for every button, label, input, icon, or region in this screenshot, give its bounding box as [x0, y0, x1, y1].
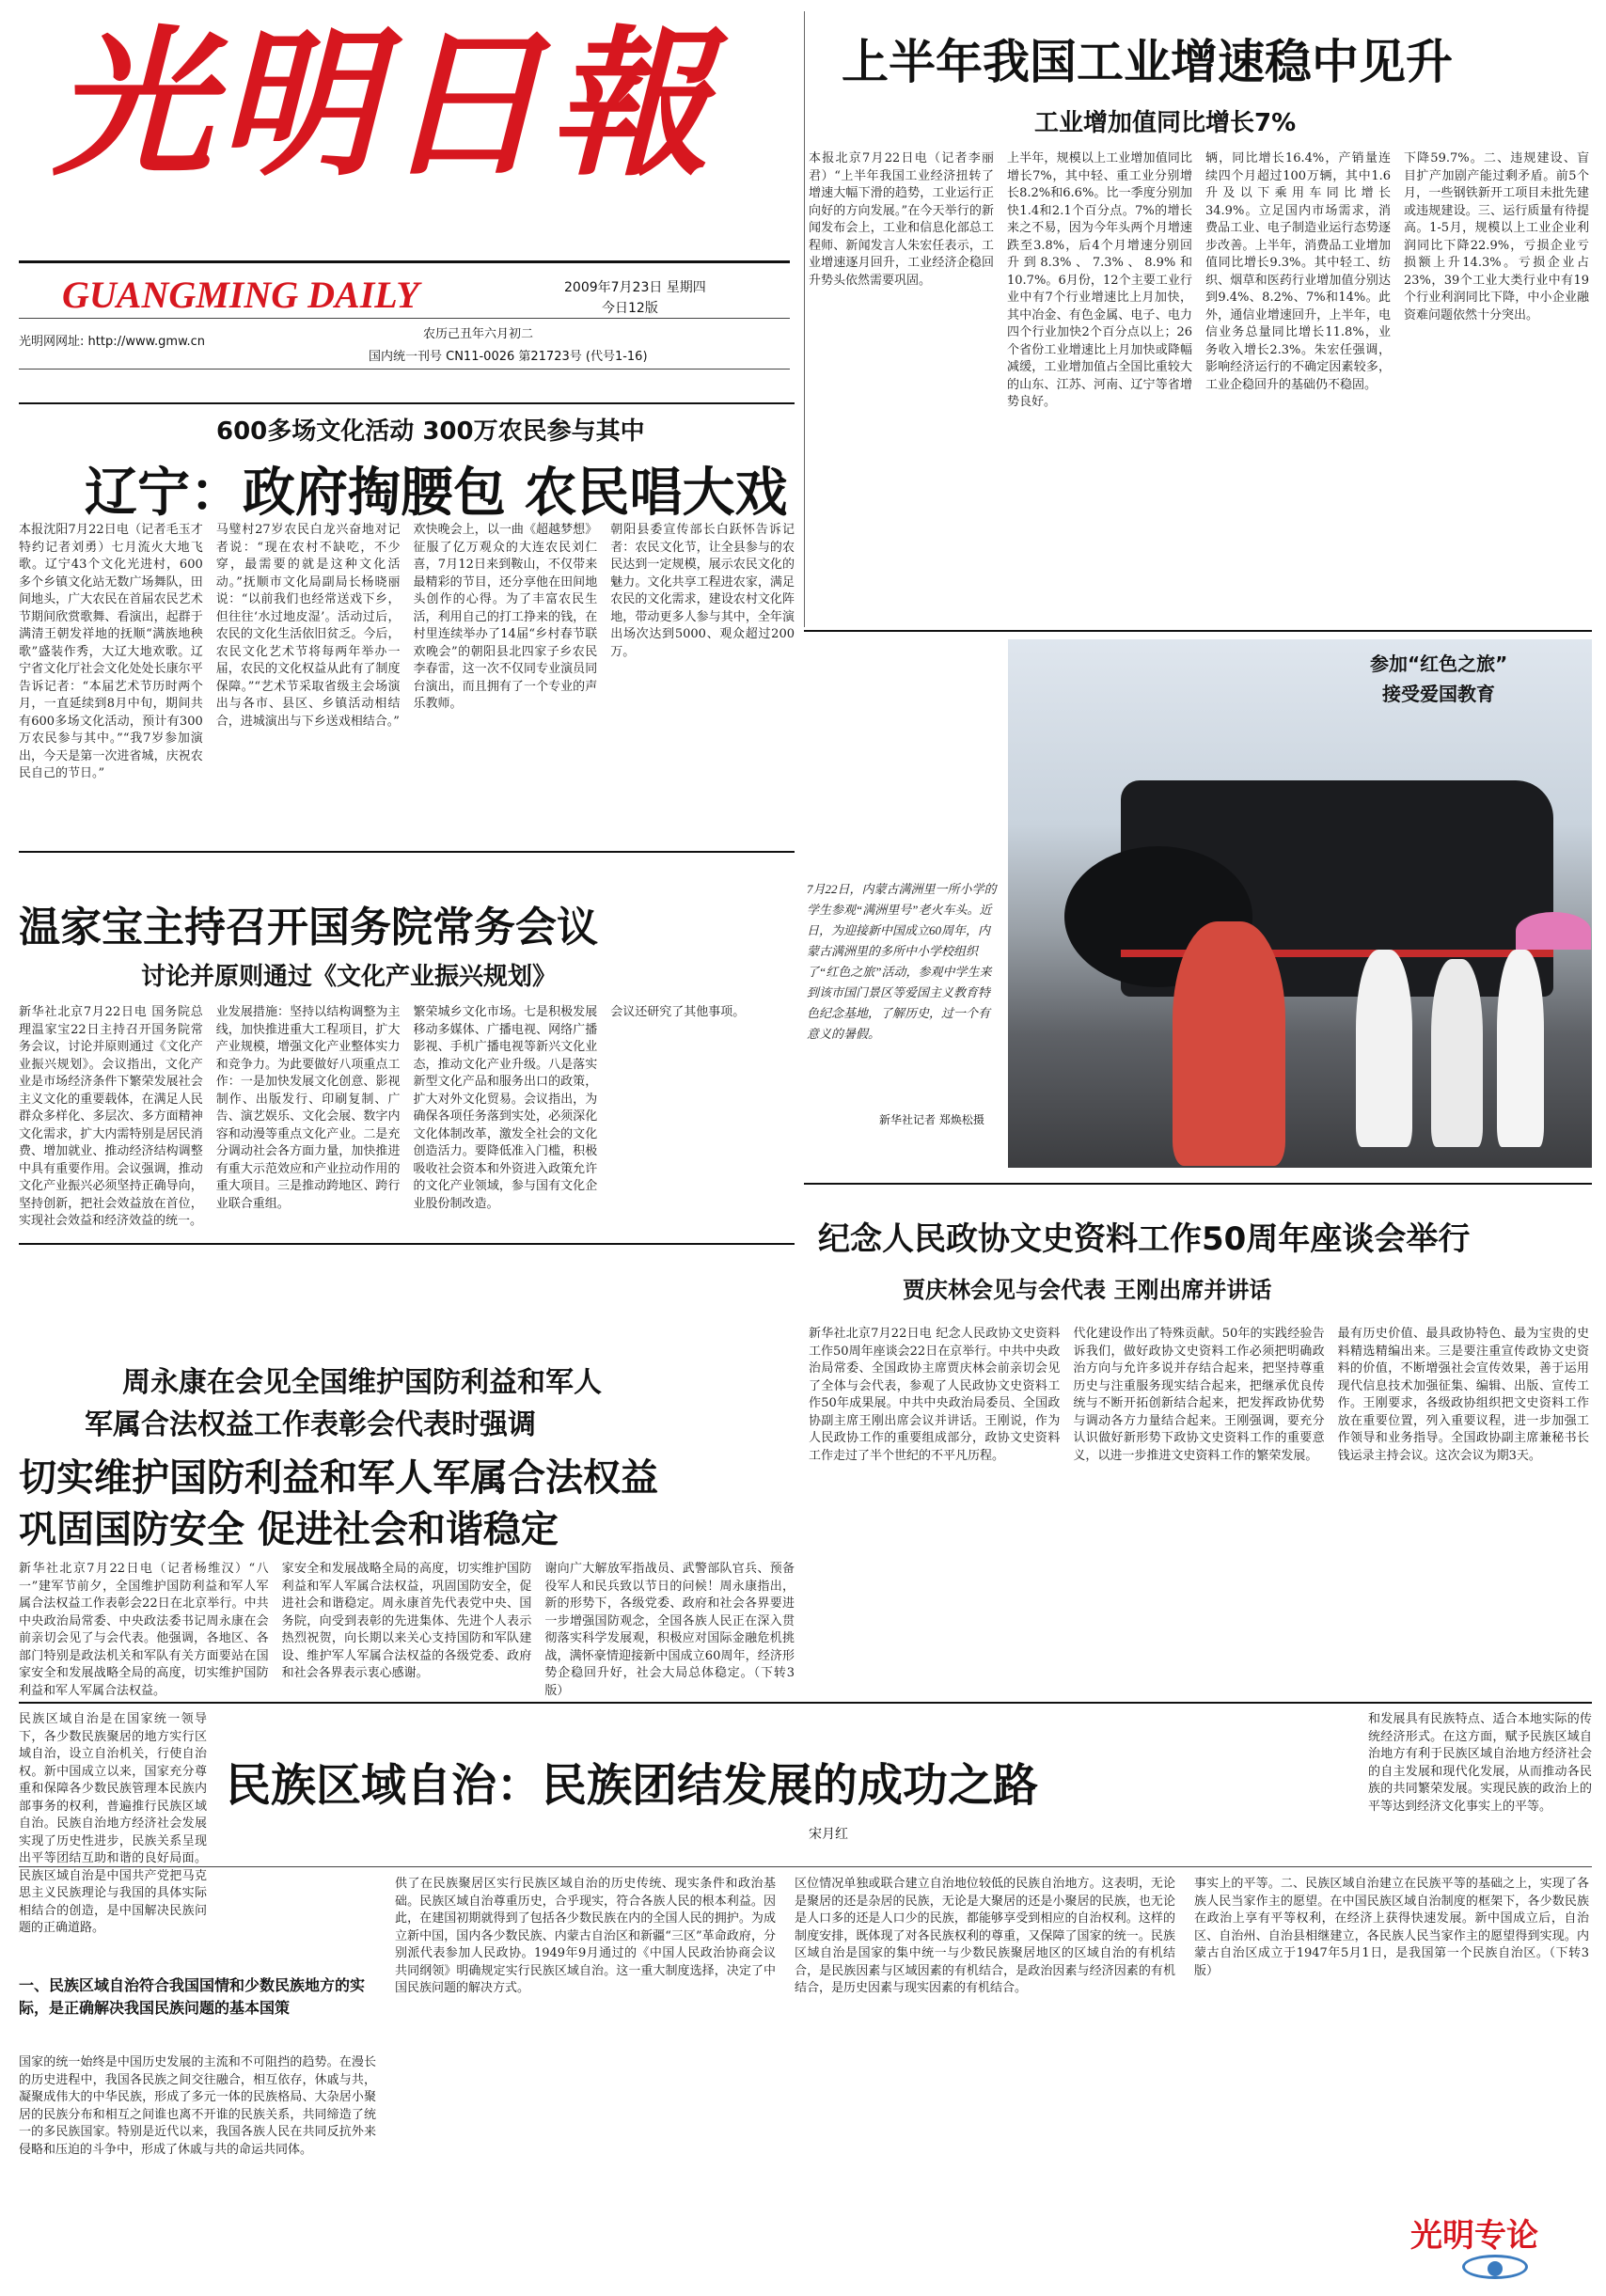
section-rule-cppcc	[804, 1183, 1592, 1185]
zhou-title-2: 巩固国防安全 促进社会和谐稳定	[19, 1508, 559, 1551]
masthead	[19, 11, 790, 406]
masthead-rule-mid	[19, 318, 790, 319]
liaoning-kicker: 600多场文化活动 300万农民参与其中	[216, 417, 645, 446]
photo-credit: 新华社记者 郑焕松摄	[879, 1113, 984, 1126]
zhou-title-1: 切实维护国防利益和军人军属合法权益	[19, 1456, 658, 1500]
section-rule-wen	[19, 851, 795, 853]
lead-col-2: 上半年，规模以上工业增加值同比增长7%，其中轻、重工业分别增长8.2%和6.6%。比一季度分别加快1.4和2.1个百分点。7%的增长来之不易，因为今年头两个月增速跌至3.8%，后4个月增速分别回升到8.3%、7.3%、8.9%和10.7%。6月份，12个主要工业行业中有7个行业增速比上月加快，其中冶金、有色金属、电子、电力四个行业加快2个百分点以上；26个省份工业增速比上月加快或降幅减缓，工业增加值占全国比重较大的山东、江苏、河南、辽宁等省增势良好。	[1007, 151, 1192, 409]
wen-col-1: 新华社北京7月22日电 国务院总理温家宝22日主持召开国务院常务会议，讨论并原则通过《文化产业振兴规划》。会议指出，文化产业是市场经济条件下繁荣发展社会主义文化的重要载体，在满足人民群众多样化、多层次、多方面精神文化需求，扩大内需特别是居民消费、增加就业、推动经济结构调整中具有重要作用。会议强调，推动文化产业振兴必须坚持正确导向，坚持创新，把社会效益放在首位，实现社会效益和经济效益的统一。	[19, 1005, 203, 1228]
zhou-kicker-1: 周永康在会见全国维护国防利益和军人	[122, 1366, 602, 1399]
minzu-col-2: 供了在民族聚居区实行民族区域自治的历史传统、现实条件和政治基础。民族区域自治尊重历史，合乎现实，符合各族人民的根本利益。因此，在建国初期就得到了包括各少数民族在内的全国人民的拥护。为成立新中国，国内各少数民族、内蒙古自治区和新疆“三区”革命政府，分别派代表参加人民政协。1949年9月通过的《中国人民政治协商会议共同纲领》明确规定实行民族区域自治。这一重大制度选择，决定了中国民族问题的解决方式。	[395, 1877, 776, 1995]
liaoning-col-4: 朝阳县委宣传部长白跃怀告诉记者：农民文化节，让全县参与的农民达到一定规模，展示农民文化的魅力。文化共享工程进农家，满足农民的文化需求，建设农村文化阵地，带动更多人参与其中，全年演出场次达到5000、观众超过200万。	[610, 523, 795, 659]
wen-col-4: 会议还研究了其他事项。	[610, 1005, 746, 1019]
cppcc-body	[809, 1326, 1589, 1697]
student-figure-3	[1497, 950, 1544, 1147]
liaoning-body	[19, 522, 795, 841]
photo-caption: 7月22日，内蒙古满洲里一所小学的学生参观“满洲里号”老火车头。近日，为迎接新中国成立60周年，内蒙古满洲里的多所中小学校组织了“红色之旅”活动，参观中学生来到该市国门景区等爱国主义教育特色纪念基地，了解历史，过一个有意义的暑假。	[807, 882, 997, 1041]
date-line: 2009年7月23日 星期四	[564, 280, 706, 295]
cppcc-title: 纪念人民政协文史资料工作50周年座谈会举行	[818, 1220, 1471, 1258]
masthead-rule-top	[19, 260, 790, 263]
page-count: 今日12版	[602, 301, 658, 316]
news-photo	[1008, 639, 1592, 1168]
wen-col-2: 业发展措施：坚持以结构调整为主线，加快推进重大工程项目，扩大产业规模，增强文化产业整体实力和竞争力。为此要做好八项重点工作：一是加快发展文化创意、影视制作、出版发行、印刷复制、广告、演艺娱乐、文化会展、数字内容和动漫等重点文化产业。二是充分调动社会各方面力量，加快推进有重大示范效应和产业拉动作用的重大项目。三是推动跨地区、跨行业联合重组。	[215, 1005, 401, 1211]
lead-subtitle: 工业增加值同比增长7%	[1034, 109, 1297, 137]
minzu-author: 宋月红	[809, 1827, 848, 1842]
issn-line: 国内统一刊号 CN11-0026 第21723号 (代号1-16)	[369, 350, 648, 364]
lead-body	[809, 150, 1589, 616]
badge-label: 光明专论	[1410, 2217, 1538, 2255]
zhou-col-1: 新华社北京7月22日电（记者杨维汉）“八一”建军节前夕，全国维护国防利益和军人军属合法权益工作表彰会22日在北京举行。中共中央政治局常委、中央政法委书记周永康在会前亲切会见了与会代表。他强调，各地区、各部门特别是政法机关和军队有关方面要站在国家安全和发展战略全局的高度，切实维护国防利益和军人军属合法权益。	[19, 1562, 269, 1697]
logo-chinese: 光明日報	[53, 10, 716, 198]
lead-title: 上半年我国工业增速稳中见升	[842, 35, 1453, 89]
minzu-badge	[1410, 2210, 1580, 2285]
website-line[interactable]: 光明网网址: http://www.gmw.cn	[19, 335, 206, 349]
minzu-rule-inner	[19, 1866, 1592, 1867]
student-figure-2	[1431, 959, 1483, 1147]
photo-overlay-line1: 参加“红色之旅”	[1370, 653, 1508, 675]
liaoning-col-2: 马璧村27岁农民白龙兴奋地对记者说：“现在农村不缺吃，不少穿，最需要的就是这种文化活动。”抚顺市文化局副局长杨晓丽说：“以前我们也经常送戏下乡，但往往‘水过地皮湿’。活动过后，农民的文化生活依旧贫乏。今后，农民文化艺术节将每两年举办一届，农民的文化权益从此有了制度保障。”“艺术节采取省级主会场演出与各市、县区、乡镇活动相结合，进城演出与下乡送戏相结合。”	[215, 523, 401, 729]
logo-english: GUANGMING DAILY	[62, 274, 419, 316]
student-figure-1	[1356, 950, 1412, 1147]
zhou-kicker-2: 军属合法权益工作表彰会代表时强调	[85, 1408, 536, 1441]
wen-col-3: 繁荣城乡文化市场。七是积极发展移动多媒体、广播电视、网络广播影视、手机广播电视等新兴文化业态，推动文化产业升级。八是落实新型文化产品和服务出口的政策，扩大对外文化贸易。会议指出，为确保各项任务落到实处，必须深化文化体制改革，激发全社会的文化创造活力。要降低准入门槛，积极吸收社会资本和外资进入政策允许的文化产业领域，参与国有文化企业股份制改造。	[413, 1005, 598, 1211]
section-rule-photo	[804, 630, 1592, 632]
umbrella	[1516, 912, 1591, 950]
minzu-section1-heading: 一、民族区域自治符合我国国情和少数民族地方的实际，是正确解决我国民族问题的基本国策	[19, 1976, 366, 2017]
column-divider-top	[804, 11, 805, 627]
section-rule-liaoning	[19, 402, 795, 404]
cppcc-subtitle: 贾庆林会见与会代表 王刚出席并讲话	[903, 1277, 1272, 1303]
wen-body	[19, 1004, 795, 1234]
minzu-col-1: 国家的统一始终是中国历史发展的主流和不可阻挡的趋势。在漫长的历史进程中，我国各民族之间交往融合，相互依存，休戚与共，凝聚成伟大的中华民族，形成了多元一体的民族格局、大杂居小聚居的民族分布和相互之间谁也离不开谁的民族关系，共同缔造了统一的多民族国家。特别是近代以来，我国各族人民在共同反抗外来侵略和压迫的斗争中，形成了休戚与共的命运共同体。	[19, 2055, 376, 2157]
badge-pupil-icon	[1488, 2261, 1503, 2276]
badge-eye-icon	[1462, 2255, 1528, 2279]
lead-col-3: 辆，同比增长16.4%，产销量连续四个月超过100万辆，其中1.6升及以下乘用车同比增长34.9%。立足国内市场需求，消费品工业、电子制造业运行态势逐步改善。上半年，消费品工业增加值同比增长9.3%。其中轻工、纺织、烟草和医药行业增加值分别达到9.4%、8.2%、7%和14%。此外，通信业增速回升，上半年，电信业务总量同比增长11.8%，业务收入增长2.3%。朱宏任强调，影响经济运行的不确定因素较多，工业企稳回升的基础仍不稳固。	[1205, 151, 1391, 392]
section-rule-zhou	[19, 1243, 795, 1245]
cppcc-col-3: 最有历史价值、最具政协特色、最为宝贵的史料精选精编出来。三是要注重宣传政协文史资料的价值，不断增强社会宣传效果，善于运用现代信息技术加强征集、编辑、出版、宣传工作。王刚要求，各级政协组织把文史资料工作放在重要位置，列入重要议程，进一步加强工作领导和业务指导。全国政协副主席兼秘书长钱运录主持会议。这次会议为期3天。	[1337, 1327, 1589, 1463]
wen-subtitle: 讨论并原则通过《文化产业振兴规划》	[141, 963, 558, 991]
section-rule-minzu	[19, 1702, 1592, 1704]
zhou-col-2: 家安全和发展战略全局的高度，切实维护国防利益和军人军属合法权益，巩固国防安全，促进社会和谐稳定。周永康首先代表党中央、国务院，向受到表彰的先进集体、先进个人表示热烈祝贺，向长期以来关心支持国防和军队建设、维护军人军属合法权益的各级党委、政府和社会各界表示衷心感谢。	[281, 1562, 532, 1680]
zhou-col-3: 谢向广大解放军指战员、武警部队官兵、预备役军人和民兵致以节日的问候！周永康指出，新的形势下，各级党委、政府和社会各界要进一步增强国防观念，全国各族人民正在深入贯彻落实科学发展观，积极应对国际金融危机挑战，满怀豪情迎接新中国成立60周年，经济形势企稳回升好，社会大局总体稳定。（下转3版）	[544, 1562, 795, 1697]
lead-col-4: 下降59.7%。二、违规建设、盲目扩产加剧产能过剩矛盾。前5个月，一些钢铁新开工项目未批先建或违规建设。三、运行质量有待提高。1-5月，规模以上工业企业利润同比下降22.9%，亏损企业亏损额上升14.3%。亏损企业占23%，39个工业大类行业中有19个行业利润同比下降，中小企业融资难问题依然十分突出。	[1404, 151, 1589, 322]
minzu-col-4: 事实上的平等。二、民族区域自治建立在民族平等的基础之上，实现了各族人民当家作主的愿望。在中国民族区域自治制度的框架下，各少数民族在政治上享有平等权利，在经济上获得快速发展。新中国成立后，自治区、自治州、自治县相继建立，各民族人民当家作主的愿望得到实现。内蒙古自治区成立于1947年5月1日，是我国第一个民族自治区。（下转3版）	[1194, 1877, 1589, 1978]
liaoning-title: 辽宁：政府掏腰包 农民唱大戏	[85, 463, 788, 524]
lunar-date: 农历己丑年六月初二	[423, 327, 534, 341]
minzu-right-strip: 和发展具有民族特点、适合本地实际的传统经济形式。在这方面，赋予民族区域自治地方有利于民族区域自治地方经济社会的自主发展和现代化发展，从而推动各民族的共同繁荣发展。实现民族的政治上的平等达到经济文化事实上的平等。	[1368, 1712, 1592, 1814]
masthead-rule-bottom	[19, 369, 790, 370]
minzu-col-3: 区位情况单独或联合建立自治地位较低的民族自治地方。这表明，无论是聚居的还是杂居的民族，无论是大聚居的还是小聚居的民族，也无论是人口多的还是人口少的民族，都能够享受到相应的自治权利。这样的制度安排，既体现了对各民族权利的尊重，又保障了国家的统一。民族区域自治是国家的集中统一与少数民族聚居地区的区域自治的有机结合，是民族因素与区域因素的有机结合，是政治因素与经济因素的有机结合，是历史因素与现实因素的有机结合。	[795, 1877, 1175, 1995]
minzu-body	[19, 1876, 1592, 2289]
liaoning-col-3: 欢快晚会上，以一曲《超越梦想》征服了亿万观众的大连农民刘仁喜，7月12日来到鞍山，不仅带来最精彩的节目，还分享他在田间地头创作的心得。为了丰富农民生活，利用自己的打工挣来的钱，在村里连续举办了14届“乡村春节联欢晚会”的朝阳县北四家子乡农民李春雷，这一次不仅同专业演员同台演出，而且拥有了一个专业的声乐教师。	[413, 523, 598, 711]
minzu-title: 民族区域自治：民族团结发展的成功之路	[226, 1759, 1039, 1812]
photo-overlay-line2: 接受爱国教育	[1382, 683, 1495, 705]
minzu-intro: 民族区域自治是在国家统一领导下，各少数民族聚居的地方实行区域自治，设立自治机关，行使自治权。新中国成立以来，国家充分尊重和保障各少数民族管理本民族内部事务的权利，普遍推行民族区域自治。民族自治地方经济社会发展实现了历史性进步，民族关系呈现出平等团结互助和谐的良好局面。民族区域自治是中国共产党把马克思主义民族理论与我国的具体实际相结合的创造，是中国解决民族问题的正确道路。	[19, 1712, 207, 1935]
liaoning-col-1: 本报沈阳7月22日电（记者毛玉才 特约记者刘勇）七月流火大地飞歌。辽宁43个文化光进村，600多个乡镇文化站无数广场舞队，田间地头，广大农民在首届农民艺术节期间欣赏歌舞、看演出，起群于满清王朝发祥地的抚顺“满族地秧歌”盛装作秀，大辽大地欢歌。辽宁省文化厅社会文化处处长康尔平告诉记者：“本届艺术节历时两个月，一直延续到8月中旬，期间共有600多场文化活动，预计有300万农民参与其中。”“我7岁参加演出，今天是第一次进省城，庆祝农民自己的节日。”	[19, 523, 203, 780]
wen-title: 温家宝主持召开国务院常务会议	[19, 904, 598, 951]
cppcc-col-2: 代化建设作出了特殊贡献。50年的实践经验告诉我们，做好政协文史资料工作必须把明确政治方向与允许多说并存结合起来，把坚持尊重历史与注重服务现实结合起来，把继承优良传统与不断开拓创新结合起来，把发挥政协优势与调动各方力量结合起来。王刚强调，要充分认识做好新形势下政协文史资料工作的重要意义，以进一步推进文史资料工作的繁荣发展。	[1073, 1327, 1325, 1463]
lead-col-1: 本报北京7月22日电（记者李丽君）“上半年我国工业经济扭转了增速大幅下滑的趋势，工业运行正向好的方向发展。”在今天举行的新闻发布会上，工业和信息化部总工程师、新闻发言人朱宏任表示，工业增速逐月回升，工业经济企稳回升势头依然需要巩固。	[809, 151, 994, 288]
zhou-body	[19, 1561, 795, 1697]
cppcc-col-1: 新华社北京7月22日电 纪念人民政协文史资料工作50周年座谈会22日在京举行。中共中央政治局常委、全国政协主席贾庆林会前亲切会见了全体与会代表，参观了人民政协文史资料工作50年成果展。中共中央政治局委员、全国政协副主席王刚出席会议并讲话。王刚说，作为人民政协工作的重要组成部分，政协文史资料工作走过了半个世纪的不平凡历程。	[809, 1327, 1061, 1463]
photographer-figure	[1173, 921, 1285, 1166]
